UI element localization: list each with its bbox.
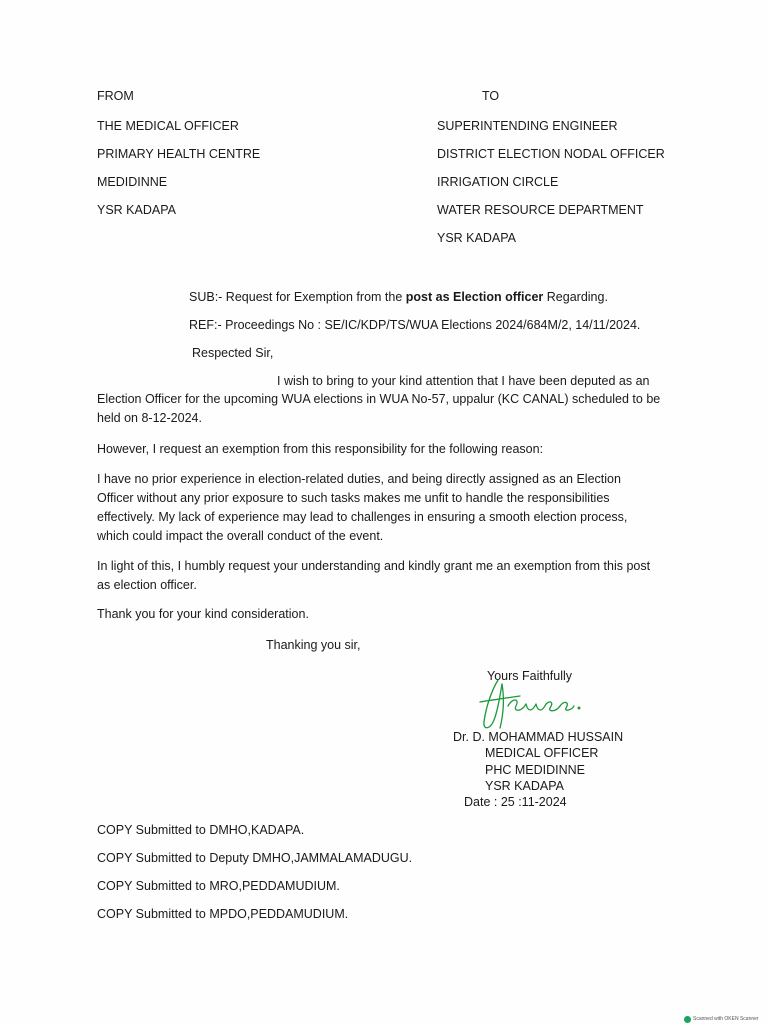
subject-bold: post as Election officer xyxy=(405,290,544,304)
reference-line: REF:- Proceedings No : SE/IC/KDP/TS/WUA Elections 2024/684M/2, 14/11/2024. xyxy=(189,318,641,332)
signatory-district: YSR KADAPA xyxy=(485,779,564,793)
subject-suffix: Regarding. xyxy=(543,290,608,304)
to-line-2: DISTRICT ELECTION NODAL OFFICER xyxy=(437,147,665,161)
closing: Thanking you sir, xyxy=(266,638,361,652)
signatory-designation: MEDICAL OFFICER xyxy=(485,746,599,760)
scanner-badge-text: Scanned with OKEN Scanner xyxy=(693,1016,759,1022)
copy-line-4: COPY Submitted to MPDO,PEDDAMUDIUM. xyxy=(97,907,349,921)
from-line-3: MEDIDINNE xyxy=(97,175,168,189)
from-line-2: PRIMARY HEALTH CENTRE xyxy=(97,147,261,161)
copy-line-1: COPY Submitted to DMHO,KADAPA. xyxy=(97,823,305,837)
from-line-4: YSR KADAPA xyxy=(97,203,176,217)
scanner-badge xyxy=(684,1010,759,1028)
body-para5: Thank you for your kind consideration. xyxy=(97,607,309,621)
to-heading: TO xyxy=(482,89,500,103)
body-para3: I have no prior experience in election-related duties, and being directly assigned as an Election Officer without any prior exposure to such tasks makes me unfit to handle the responsibilities effectively. My lack of experience may lead to challenges in ensuring a smooth election process, which could impact the overall conduct of the event. xyxy=(97,472,628,543)
body-para2: However, I request an exemption from this responsibility for the following reason: xyxy=(97,442,544,456)
yours-faithfully: Yours Faithfully xyxy=(487,669,572,683)
to-line-3: IRRIGATION CIRCLE xyxy=(437,175,559,189)
body-para1-rest: Election Officer for the upcoming WUA elections in WUA No-57, uppalur (KC CANAL) scheduled to be held on 8-12-2024. xyxy=(97,392,661,425)
salutation: Respected Sir, xyxy=(192,346,274,360)
copy-line-3: COPY Submitted to MRO,PEDDAMUDIUM. xyxy=(97,879,340,893)
from-line-1: THE MEDICAL OFFICER xyxy=(97,119,239,133)
handwritten-signature xyxy=(478,672,588,734)
signatory-name: Dr. D. MOHAMMAD HUSSAIN xyxy=(453,730,624,744)
subject-line xyxy=(189,288,608,306)
to-line-4: WATER RESOURCE DEPARTMENT xyxy=(437,203,644,217)
body-para1-first-line: I wish to bring to your kind attention that I have been deputed as an xyxy=(277,374,650,388)
to-line-5: YSR KADAPA xyxy=(437,231,516,245)
body-para4: In light of this, I humbly request your understanding and kindly grant me an exemption from this post as election officer. xyxy=(97,559,651,592)
from-heading: FROM xyxy=(97,89,134,103)
scanner-logo-icon xyxy=(684,1016,691,1023)
to-line-1: SUPERINTENDING ENGINEER xyxy=(437,119,618,133)
signatory-office: PHC MEDIDINNE xyxy=(485,763,586,777)
letter-date: Date : 25 :11-2024 xyxy=(464,795,567,809)
subject-prefix: SUB:- Request for Exemption from the xyxy=(189,290,406,304)
copy-line-2: COPY Submitted to Deputy DMHO,JAMMALAMADUGU. xyxy=(97,851,413,865)
